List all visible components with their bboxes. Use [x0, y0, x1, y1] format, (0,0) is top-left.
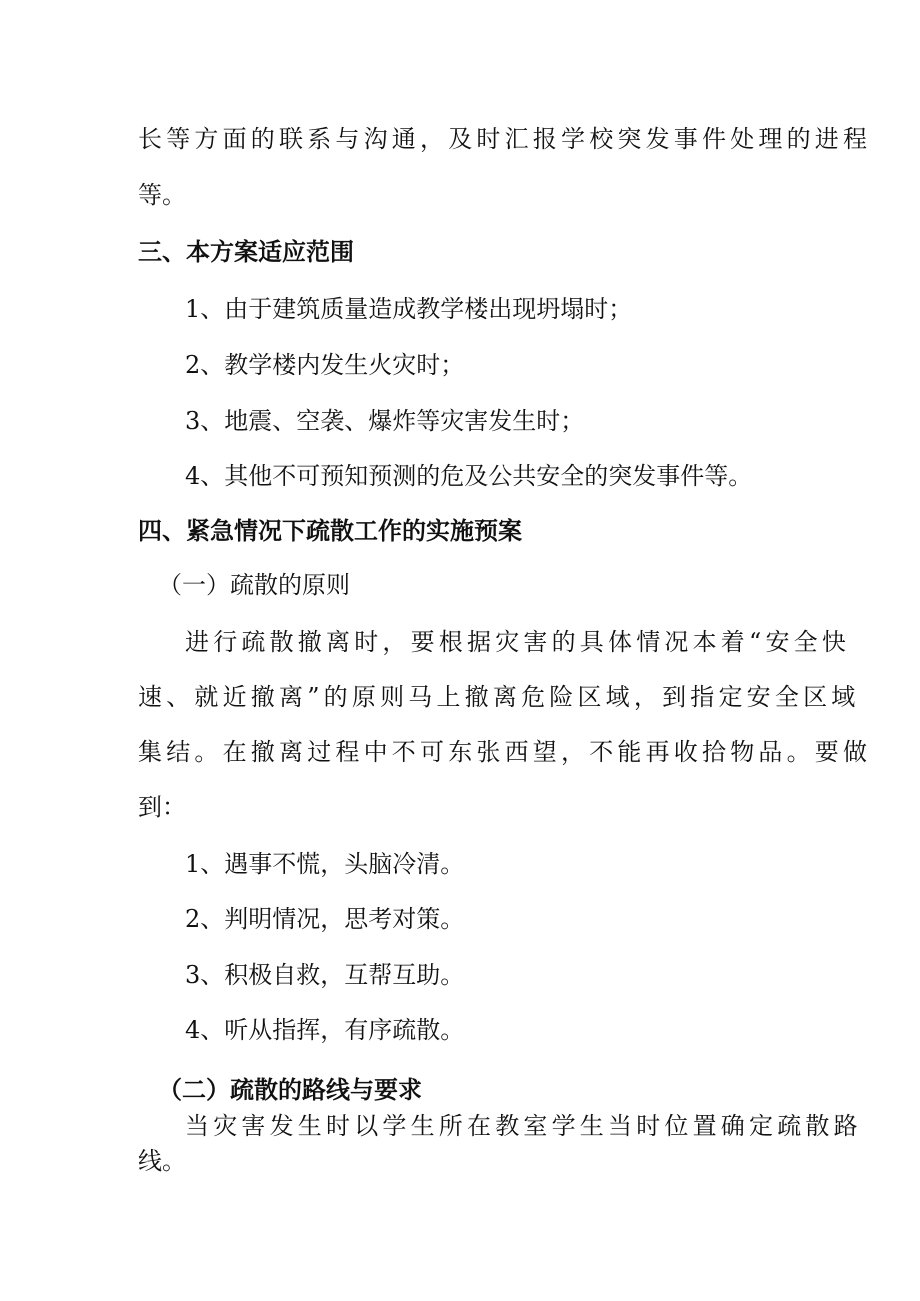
paragraph-line: 等。: [138, 181, 186, 209]
paragraph-line: 长等方面的联系与沟通，及时汇报学校突发事件处理的进程: [138, 125, 872, 153]
paragraph-line: 集结。在撤离过程中不可东张西望，不能再收拾物品。要做: [138, 738, 872, 766]
list-item: 4、听从指挥，有序疏散。: [185, 1016, 465, 1044]
section-heading: 四、紧急情况下疏散工作的实施预案: [138, 517, 522, 545]
list-item: 3、地震、空袭、爆炸等灾害发生时；: [185, 407, 585, 435]
list-item: 1、遇事不慌，头脑冷清。: [185, 850, 465, 878]
paragraph-line: 到：: [138, 793, 186, 821]
list-item: 2、教学楼内发生火灾时；: [185, 351, 465, 379]
paragraph-line: 速、就近撤离”的原则马上撤离危险区域，到指定安全区域: [138, 683, 860, 711]
paragraph-line: 当灾害发生时以学生所在教室学生当时位置确定疏散路: [185, 1112, 862, 1140]
list-item: 1、由于建筑质量造成教学楼出现坍塌时；: [185, 295, 633, 323]
list-item: 2、判明情况，思考对策。: [185, 905, 465, 933]
subsection-heading: （二）疏散的路线与要求: [158, 1076, 422, 1104]
list-item: 4、其他不可预知预测的危及公共安全的突发事件等。: [185, 462, 753, 490]
paragraph-line: 线。: [138, 1147, 186, 1175]
subsection-heading: （一）疏散的原则: [158, 571, 350, 599]
section-heading: 三、本方案适应范围: [138, 238, 354, 266]
list-item: 3、积极自救，互帮互助。: [185, 961, 465, 989]
paragraph-line: 进行疏散撤离时，要根据灾害的具体情况本着“安全快: [185, 628, 851, 656]
